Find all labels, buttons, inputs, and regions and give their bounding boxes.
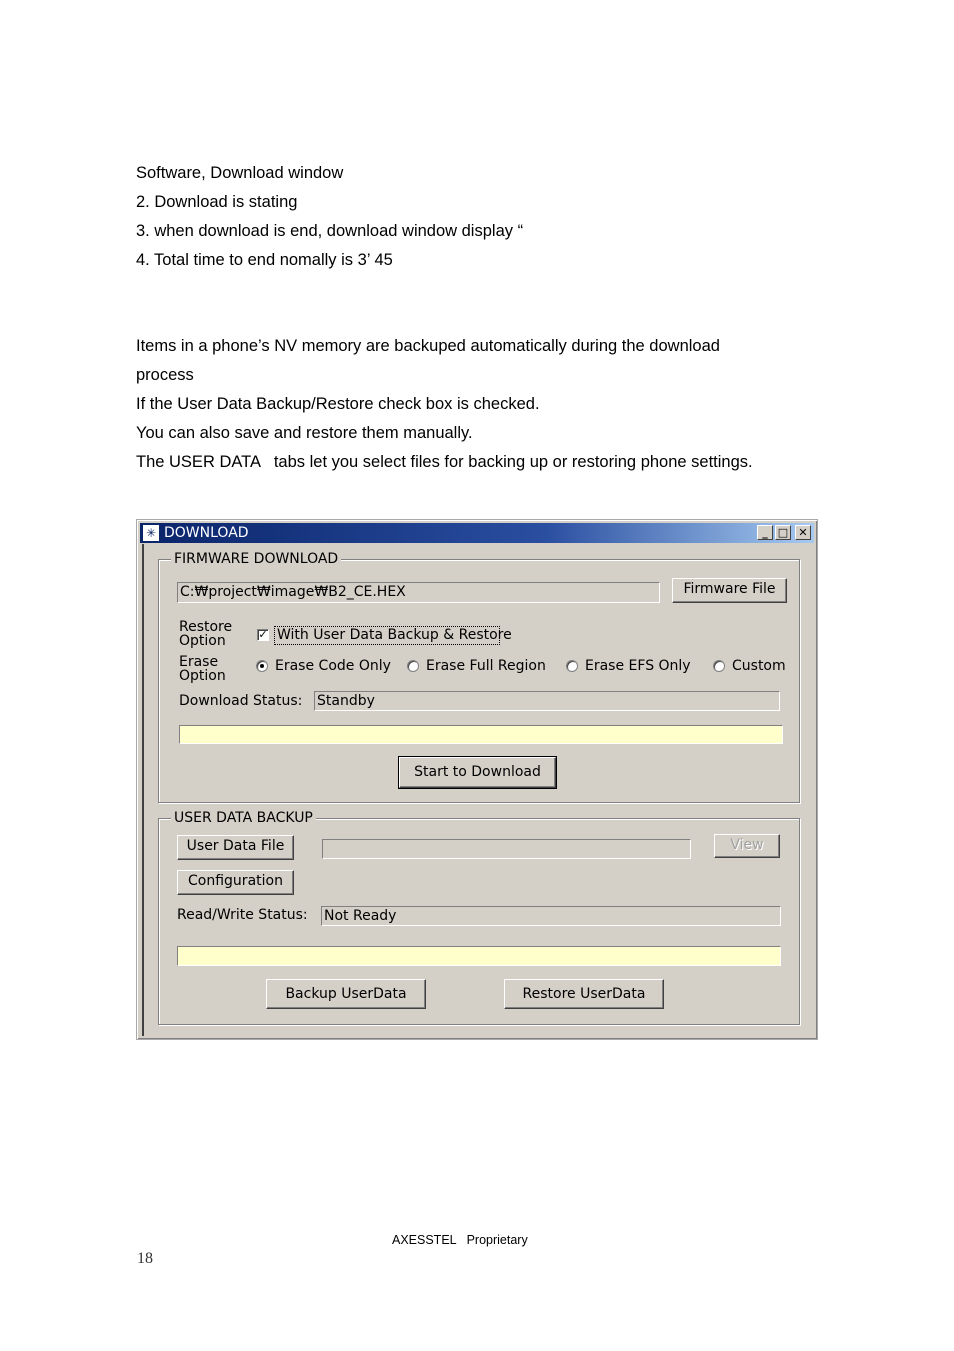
text-line: Software, Download window: [136, 164, 344, 182]
download-window: [136, 519, 818, 1040]
erase-code-only-radio[interactable]: [256, 660, 268, 672]
text-line: 2. Download is stating: [136, 193, 298, 211]
text-line: If the User Data Backup/Restore check box is checked.: [136, 395, 540, 413]
start-download-button[interactable]: Start to Download: [399, 757, 556, 788]
text-line: 3. when download is end, download window display “: [136, 222, 524, 240]
window-title: DOWNLOAD: [164, 525, 249, 541]
restore-userdata-button[interactable]: Restore UserData: [504, 979, 664, 1009]
user-data-group-label: USER DATA BACKUP: [171, 809, 316, 827]
page-number: 18: [137, 1250, 153, 1267]
close-button[interactable]: ✕: [795, 525, 811, 540]
page-footer: AXESSTEL Proprietary: [392, 1233, 528, 1247]
download-status-label: Download Status:: [179, 693, 303, 709]
text-line: process: [136, 366, 194, 384]
text-line: 4. Total time to end nomally is 3’ 45: [136, 251, 393, 269]
read-write-status-label: Read/Write Status:: [177, 907, 308, 923]
user-data-backup-checkbox[interactable]: ✓: [258, 628, 268, 641]
read-write-status-field: Not Ready: [321, 906, 781, 926]
snowflake-icon: ✳: [143, 525, 159, 541]
user-data-file-button[interactable]: User Data File: [177, 835, 294, 860]
text-line: The USER DATA tabs let you select files for backing up or restoring phone settings.: [136, 453, 753, 471]
maximize-button[interactable]: □: [775, 525, 791, 540]
erase-option-label: Erase: [179, 654, 219, 670]
custom-radio[interactable]: [713, 660, 725, 672]
erase-full-region-radio[interactable]: [407, 660, 419, 672]
view-button[interactable]: View: [714, 834, 780, 858]
erase-full-region-label[interactable]: Erase Full Region: [426, 658, 546, 674]
backup-userdata-button[interactable]: Backup UserData: [266, 979, 426, 1009]
erase-option-label: Option: [179, 668, 226, 684]
minimize-button[interactable]: _: [757, 525, 773, 540]
erase-efs-only-radio[interactable]: [566, 660, 578, 672]
user-data-backup-label[interactable]: With User Data Backup & Restore: [277, 627, 512, 643]
user-data-path-field[interactable]: [322, 839, 691, 859]
erase-code-only-label[interactable]: Erase Code Only: [275, 658, 391, 674]
custom-label[interactable]: Custom: [732, 658, 786, 674]
download-status-field: Standby: [314, 691, 780, 711]
firmware-path-field[interactable]: C:₩project₩image₩B2_CE.HEX: [177, 582, 660, 603]
title-bar[interactable]: [140, 523, 814, 543]
text-line: Items in a phone’s NV memory are backuped automatically during the download: [136, 337, 720, 355]
firmware-file-button[interactable]: Firmware File: [672, 578, 787, 603]
window-left-edge: [142, 544, 144, 1036]
user-data-progress-bar: [177, 946, 781, 966]
restore-option-label: Option: [179, 633, 226, 649]
firmware-group-label: FIRMWARE DOWNLOAD: [171, 550, 341, 568]
download-progress-bar: [179, 725, 783, 744]
text-line: You can also save and restore them manually.: [136, 424, 473, 442]
restore-option-label: Restore: [179, 619, 233, 635]
configuration-button[interactable]: Configuration: [177, 870, 294, 895]
erase-efs-only-label[interactable]: Erase EFS Only: [585, 658, 691, 674]
